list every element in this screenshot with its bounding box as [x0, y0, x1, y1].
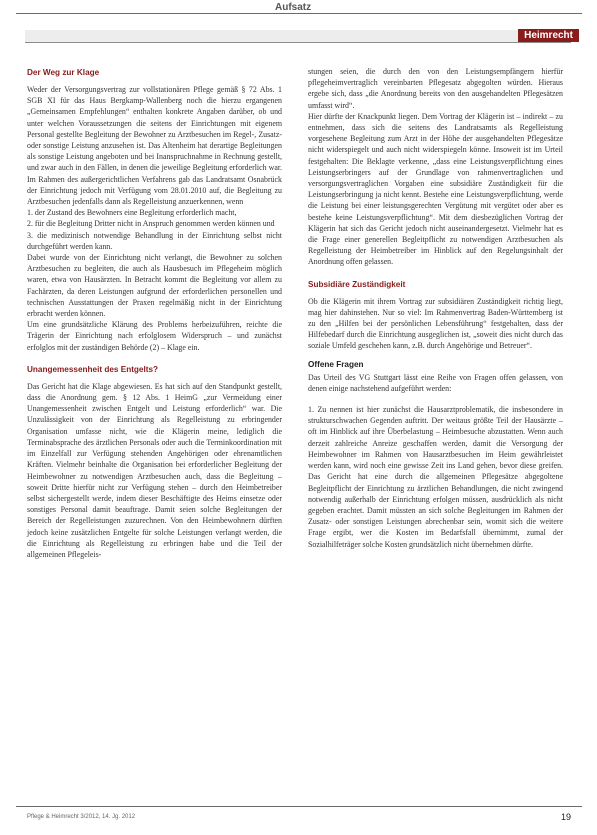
right-column: [308, 66, 563, 550]
list-item: 2. für die Begleitung Dritter nicht in Anspruch genommen werden können und: [27, 219, 275, 229]
paragraph: Um eine grundsätzliche Klärung des Problems herbeizuführen, reichte die Trägerin der Einrichtung nach erfolglosem Widerspruch – und zunächst erfolglos mit der zuständigen Behörde (2) – Klage ein.: [27, 320, 282, 352]
paragraph: stungen seien, die durch den von den Leistungsempfängern hierfür pflegeheimvertraglich vereinbarten Pflegesatz abgegolten würden. Hieraus ergebe sich, dass „die Anordnung bereits von den ausgehandelten Pflegesätzen umfasst wird“.: [308, 67, 563, 110]
heading-offene-fragen: Offene Fragen: [308, 359, 364, 369]
heading-unangemessenheit: Unangemessenheit des Entgelts?: [27, 364, 159, 374]
paragraph: Dabei wurde von der Einrichtung nicht verlangt, die Bewohner zu solchen Arztbesuchen zu begleiten, die auch als Hausbesuch im Pflegeheim möglich waren, etwa von Hausärzten. In Betracht kommt die Begleitung vor allem zu Fachärzten, da deren Leistungen aufgrund der erforderlichen personellen und technischen Ausstattungen der Praxen regelmäßig nicht in der Einrichtung erbracht werden können.: [27, 253, 282, 319]
category-bar: [25, 30, 571, 43]
footer-rule: [16, 806, 582, 807]
footer-source: Pflege & Heimrecht 3/2012, 14. Jg. 2012: [27, 814, 136, 820]
paragraph: Das Gericht hat die Klage abgewiesen. Es hat sich auf den Standpunkt gestellt, dass die Anordnung gem. § 12 Abs. 1 HeimG „zur Vermeidung einer Unangemessenheit zwischen Entgelt und Leistung erforderlich“ war. Die Unzulässigkeit von der Einrichtung als Regelleistung zu erbringender Organisation umfasse nicht, wie die Klägerin meine, lediglich die Terminabsprache des ärztlichen Personals oder auch die Terminkoordination mit im Einzelfall zur Verfügung stehenden Angehörigen oder ehrenamtlichen Kräften. Vielmehr beinhalte die Organisation bei erforderlicher Begleitung der Heimbewohner zu notwendigen Arztbesuchen auch, dass die Begleitung – soweit Dritte hierfür nicht zur Verfügung stehen – durch den Heimbetreiber selbst sichergestellt werde, indem dieser Beschäftigte des Heims einsetze oder sonstiges Personal damit beauftrage. Damit seien solche Begleitungen der Bereich der Regelleistungen zuzurechnen. Von den Heimbewohnern dürften jedoch keine zusätzlichen Entgelte für solche Leistungen verlangt werden, die die Einrichtung als Regelleistung zu erbringen habe und die Teil der allgemeinen Pflegeleis-: [27, 381, 282, 559]
paragraph: Das Urteil des VG Stuttgart lässt eine Reihe von Fragen offen gelassen, von denen einige nachstehend aufgeführt werden:: [308, 372, 563, 393]
list-item: 3. die medizinisch notwendige Behandlung in der Einrichtung selbst nicht durchgeführt werden kann.: [27, 230, 282, 251]
paragraph: Ob die Klägerin mit ihrem Vortrag zur subsidiären Zuständigkeit richtig liegt, mag hier dahinstehen. Nur so viel: Im Rahmenvertrag Baden-Württemberg ist zu den „Hilfen bei der persönlichen Lebensführung“ festgehalten, dass der Hilfebedarf durch die Einrichtung ausgeglichen ist, „soweit dies nicht durch das soziale Umfeld geschehen kann, z.B. durch Angehörige und Betreuer“.: [308, 296, 563, 351]
heading-der-weg-zur-klage: Der Weg zur Klage: [27, 68, 100, 77]
category-label: Heimrecht: [518, 29, 579, 42]
header-rule: [16, 13, 582, 14]
paragraph: Weder der Versorgungsvertrag zur vollstationären Pflege gemäß § 72 Abs. 1 SGB XI für das Haus Bergkamp-Wallenberg noch die hierzu ergangenen „Gemeinsamen Empfehlungen“ enthalten konkrete Angaben darüber, ob und unter welchen Voraussetzungen die seitens der Einrichtungen mit eigenem Personal gestellte Begleitung der Bewohner zu Arztbesuchen im Regel-, Zusatz- oder sonstige Leistung anzusehen ist. Das Altenheim hat derartige Begleitungen als sonstige Leistung angeboten und bei Inanspruchnahme in Rechnung gestellt, und zwar auch in den Fällen, in denen die jeweilige Begleitung erforderlich war. Im Rahmen des außergerichtlichen Verfahrens gab das Landratsamt Osnabrück der Einrichtung jedoch mit Verfügung vom 28.01.2010 auf, die Begleitung zu Arztbesuchen jedenfalls dann als Regelleistung anzuerkennen, wenn: [27, 85, 282, 207]
paragraph: 1. Zu nennen ist hier zunächst die Hausarztproblematik, die insbesondere in strukturschwachen Gegenden auftritt. Der weitaus größte Teil der Hausärzte – oft im Hinblick auf ihre Überbelastung – Heimbesuche abzustatten. Wenn auch derzeit zahlreiche Anreize geschaffen werden, damit die Versorgung der Heimbewohner im Rahmen von Hausarztbesuchen im Heim gewährleistet werden kann, wird noch eine gewisse Zeit ins Land gehen, bevor diese greifen. Das Gericht hat eine durch die allgemeinen Pflegesätze abgegoltene Begleitpflicht der Einrichtung zu ärztlichen Behandlungen, die nicht zwingend notwendig außerhalb der Einrichtung erfolgen müssen, ausdrücklich als nicht gegeben erachtet. Damit müssten an sich solche Begleitungen im Rahmen der Zusatz- oder sonstigen Leistungen abrechenbar sein, womit sich die weitere Frage ergibt, wer die Kosten im Bedarfsfall übernimmt, zumal der Sozialhilfeträger solche Kosten grundsätzlich nicht übernehmen dürfte.: [308, 405, 563, 549]
left-column: [27, 68, 282, 560]
section-label: Aufsatz: [275, 2, 312, 13]
page-number: 19: [560, 812, 571, 822]
heading-subsidiaere-zustaendigkeit: Subsidiäre Zuständigkeit: [308, 279, 406, 289]
list-item: 1. der Zustand des Bewohners eine Begleitung erforderlich macht,: [27, 208, 237, 218]
paragraph: Hier dürfte der Knackpunkt liegen. Dem Vortrag der Klägerin ist – indirekt – zu entnehmen, dass sich die seitens des Landratsamts als Regelleistung vorgesehene Begleitung zum Arzt in der Höhe der ausgehandelten Pflegesätze nicht widerspiegelt und auch nicht widerspiegeln könne. Insoweit ist im Urteil festgehalten: Die Beklagte verkenne, „dass eine Leistungsverpflichtung eines Leistungserbringers auf der Grundlage von rahmenvertraglichen und versorgungsvertraglichen Vorgaben eine subsidiäre Zuständigkeit für die Leistungserbringung ja nicht kennt. Bestehe eine Leistungsverpflichtung, werde die Leistung bei einer leistungsgerechten Vergütung mit vergütet oder aber es bestehe keine Leistungsverpflichtung“. Mit dem diesbezüglichen Vortrag der Klägerin hat sich das Gericht jedoch nicht auseinandergesetzt. Vielmehr hat es die Frage einer generellen Begleitpflicht zu notwendigen Arztbesuchen als Regelleistung der Heimbetreiber im Hinblick auf den Regelungsinhalt der Anordnung offen gelassen.: [308, 111, 563, 267]
